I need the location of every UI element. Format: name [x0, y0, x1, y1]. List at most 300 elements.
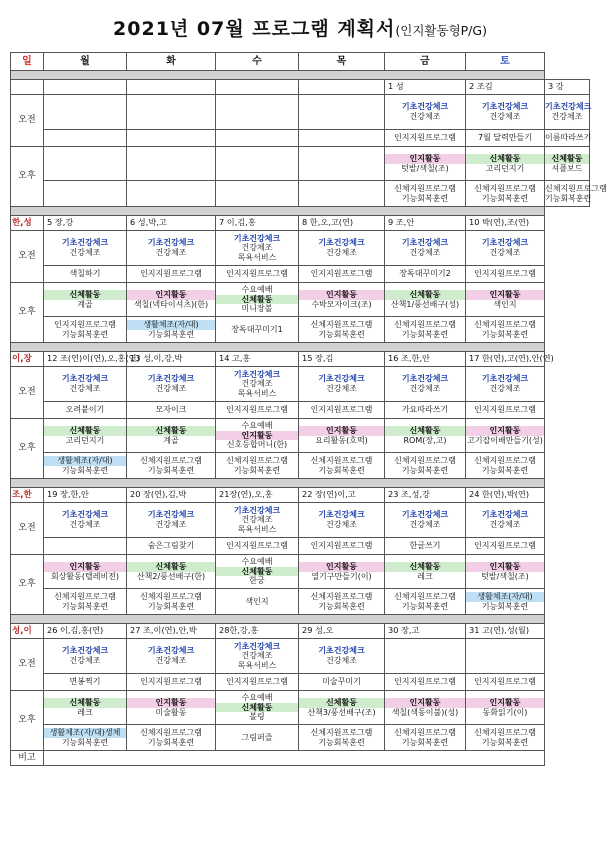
activity-text: 기초건강체크	[401, 238, 449, 248]
activity-text: 셔플보드	[551, 163, 583, 173]
activity-text: 인지활동	[466, 562, 544, 572]
page-subtitle: (인지활동형P/G)	[395, 23, 487, 38]
activity-cell	[299, 453, 385, 479]
activity-text: 건강체조	[489, 248, 521, 257]
activity-cell	[385, 419, 466, 453]
activity-text: 열기구만들기(이)	[311, 571, 372, 581]
activity-text: 기초건강체크	[147, 374, 195, 384]
activity-cell: 미술꾸미기	[299, 674, 385, 691]
activity-cell	[385, 147, 466, 181]
activity-text: 건강체조	[69, 656, 101, 665]
activity-text: 생활체조(자/대)	[44, 456, 126, 466]
activity-text: 건강체조	[155, 520, 187, 529]
week-separator	[11, 479, 545, 488]
activity-cell: 인지지원프로그램	[216, 674, 299, 691]
date-cell: 16 조,한,안	[385, 352, 466, 367]
activity-cell: 인지지원프로그램	[466, 402, 545, 419]
activity-cell: 오려붙이기	[44, 402, 127, 419]
activity-text: 색칠(넥타이셔츠)(한)	[133, 299, 209, 309]
activity-text: 인지활동	[385, 154, 465, 164]
activity-text: 인지활동	[127, 290, 215, 300]
activity-cell	[216, 555, 299, 589]
activity-text: 건강체조	[409, 112, 441, 121]
activity-cell: 면봉찍기	[44, 674, 127, 691]
row-label-pm: 오후	[11, 691, 44, 751]
activity-cell	[466, 555, 545, 589]
date-cell: 26 이,김,홍(연)	[44, 624, 127, 639]
row-label-pm: 오후	[11, 147, 44, 207]
activity-text: 신체지원프로그램	[394, 183, 456, 193]
date-cell: 30 장,고	[385, 624, 466, 639]
date-cell: 6 성,박,고	[127, 216, 216, 231]
activity-text: 생활체조(자/대)	[466, 592, 544, 602]
activity-cell	[385, 725, 466, 751]
date-cell: 15 장,김	[299, 352, 385, 367]
activity-cell	[127, 725, 216, 751]
activity-text: 볼링	[249, 712, 265, 722]
day-header: 일	[11, 53, 44, 71]
activity-cell	[299, 503, 385, 538]
activity-text: 목욕서비스	[237, 524, 277, 534]
activity-text: 건강체조	[69, 248, 101, 257]
activity-text: 기능회복훈련	[481, 329, 529, 339]
activity-text: 인지활동	[299, 426, 384, 436]
activity-cell	[216, 181, 299, 207]
activity-cell	[216, 317, 299, 343]
activity-cell	[385, 231, 466, 266]
activity-cell	[44, 147, 127, 181]
activity-text: 기능회복훈련	[401, 193, 449, 203]
row-label-am: 오전	[11, 95, 44, 147]
activity-text: 건강체조	[326, 656, 357, 665]
date-cell: 14 고,홍	[216, 352, 299, 367]
activity-text: 기초건강체크	[545, 102, 592, 112]
activity-text: 신체지원프로그램	[474, 455, 536, 465]
activity-cell	[385, 453, 466, 479]
activity-text: 기초건강체크	[401, 102, 449, 112]
row-label-note: 비고	[11, 751, 44, 766]
activity-text: 기능회복훈련	[401, 601, 449, 611]
date-cell: 20 장(연),김,박	[127, 488, 216, 503]
activity-cell	[44, 95, 127, 130]
activity-text: 신체활동	[385, 290, 465, 300]
activity-text: 기능회복훈련	[318, 329, 365, 339]
activity-text: 기초건강체크	[147, 238, 195, 248]
activity-cell	[44, 639, 127, 674]
activity-text: 수요예배	[241, 285, 273, 295]
activity-cell	[466, 367, 545, 402]
activity-text: 건강체조	[69, 384, 101, 393]
activity-cell	[127, 639, 216, 674]
activity-text: 고리던지기	[65, 435, 105, 445]
activity-cell: 인지지원프로그램	[466, 266, 545, 283]
activity-cell	[216, 691, 299, 725]
activity-cell	[299, 555, 385, 589]
activity-text: 건강체조	[489, 384, 521, 393]
date-cell: 3 강	[545, 80, 590, 95]
activity-text: 건강체조	[326, 384, 357, 393]
activity-text: 신체지원프로그램	[545, 183, 607, 193]
activity-text: 신체지원프로그램	[310, 455, 373, 465]
activity-cell	[385, 317, 466, 343]
activity-text: 건강체조	[409, 520, 441, 529]
activity-cell	[299, 639, 385, 674]
activity-text: 고리던지기	[485, 163, 525, 173]
activity-cell: 인지지원프로그램	[466, 674, 545, 691]
activity-cell	[44, 555, 127, 589]
activity-text: 건강체조	[409, 248, 441, 257]
activity-text: 수요예배	[241, 421, 273, 431]
activity-text: 신체활동	[216, 703, 298, 713]
activity-text: 기초건강체크	[233, 369, 281, 379]
activity-cell	[385, 367, 466, 402]
activity-cell	[385, 283, 466, 317]
activity-text: 인지활동	[299, 562, 384, 572]
activity-cell	[385, 181, 466, 207]
activity-cell: 인지지원프로그램	[299, 402, 385, 419]
activity-cell: 7월 달력만들기	[466, 130, 545, 147]
activity-cell	[466, 503, 545, 538]
week-separator	[11, 207, 545, 216]
week-separator	[11, 615, 545, 624]
activity-text: 수요예배	[241, 693, 273, 703]
activity-cell	[466, 453, 545, 479]
activity-text: 신체활동	[44, 290, 126, 300]
activity-text: 신체활동	[545, 154, 589, 164]
week-separator	[11, 71, 545, 80]
activity-text: 건강체조	[551, 112, 583, 121]
activity-cell	[299, 691, 385, 725]
activity-cell	[545, 95, 590, 130]
activity-text: 신체지원프로그램	[140, 727, 202, 737]
activity-text: 수박모자이크(조)	[311, 299, 372, 309]
activity-text: 기능회복훈련	[545, 193, 592, 203]
activity-cell	[127, 130, 216, 147]
activity-cell	[127, 503, 216, 538]
page-title: 2021년 07월 프로그램 계획서(인지활동형P/G)	[113, 18, 487, 40]
activity-text: 신체활동	[216, 295, 298, 305]
activity-cell	[216, 367, 299, 402]
activity-text: ROM(장,고)	[403, 435, 447, 445]
activity-text: 기초건강체크	[147, 646, 195, 656]
row-label-am: 오전	[11, 639, 44, 691]
activity-text: 건강체조	[155, 384, 187, 393]
date-cell: 1 성	[385, 80, 466, 95]
activity-text: 수요예배	[241, 557, 273, 567]
activity-text: 신체지원프로그램	[310, 591, 373, 601]
activity-cell	[299, 419, 385, 453]
activity-text: 인지활동	[299, 290, 384, 300]
activity-text: 미술활동	[155, 707, 187, 717]
activity-text: 건강체조	[155, 656, 187, 665]
activity-cell	[44, 283, 127, 317]
activity-text: 기능회복훈련	[401, 329, 449, 339]
date-cell: 21장(연),오,홍	[216, 488, 299, 503]
activity-text: 기능회복훈련	[318, 737, 365, 747]
activity-text: 기능회복훈련	[481, 601, 529, 611]
activity-cell	[466, 181, 545, 207]
activity-text: 인지활동	[216, 431, 298, 441]
date-cell: 9 조,안	[385, 216, 466, 231]
activity-cell	[127, 589, 216, 615]
activity-cell	[299, 317, 385, 343]
activity-text: 건강체조	[69, 520, 101, 529]
activity-cell	[299, 95, 385, 130]
activity-text: 동화읽기(이)	[482, 707, 528, 717]
activity-cell	[216, 639, 299, 674]
date-cell: 22 장(연)이,고	[299, 488, 385, 503]
activity-cell: 이름따라쓰기	[545, 130, 590, 147]
activity-text: 기능회복훈련	[481, 737, 529, 747]
activity-cell	[44, 317, 127, 343]
activity-cell	[299, 147, 385, 181]
activity-cell	[127, 147, 216, 181]
activity-text: 기초건강체크	[318, 238, 365, 248]
activity-text: 건강체조	[241, 379, 273, 389]
row-label-pm: 오후	[11, 555, 44, 615]
activity-text: 기능회복훈련	[481, 465, 529, 475]
activity-text: 기능회복훈련	[61, 329, 109, 339]
activity-cell	[385, 555, 466, 589]
activity-text: 산책1/풍선배구(성)	[390, 299, 460, 309]
activity-cell	[385, 639, 466, 674]
activity-text: 신체활동	[385, 426, 465, 436]
activity-cell	[127, 283, 216, 317]
activity-cell	[127, 555, 216, 589]
activity-text: 기초건강체크	[233, 233, 281, 243]
activity-text: 신체활동	[385, 562, 465, 572]
activity-text: 기능회복훈련	[147, 465, 195, 475]
activity-cell	[216, 231, 299, 266]
activity-text: 색칠(색동이불)(성)	[391, 707, 459, 717]
activity-cell	[216, 503, 299, 538]
activity-cell: 색칠하기	[44, 266, 127, 283]
date-cell	[44, 80, 127, 95]
date-cell: 28한,강,홍	[216, 624, 299, 639]
activity-text: 산책2/풍선배구(한)	[136, 571, 206, 581]
activity-text: 레크	[417, 571, 433, 581]
activity-cell: 모자이크	[127, 402, 216, 419]
activity-cell	[44, 231, 127, 266]
date-cell: 10 박(연),조(연)	[466, 216, 545, 231]
activity-text: 회상활동(텔레비전)	[50, 571, 120, 581]
activity-cell	[466, 691, 545, 725]
activity-text: 신체활동	[127, 426, 215, 436]
activity-text: 인지활동	[466, 290, 544, 300]
activity-text: 신체활동	[466, 154, 544, 164]
activity-cell	[299, 589, 385, 615]
activity-cell	[127, 691, 216, 725]
day-header: 토	[466, 53, 545, 71]
activity-cell: 인지지원프로그램	[216, 266, 299, 283]
activity-cell	[127, 95, 216, 130]
activity-text: 텃밭/색칠(조)	[481, 571, 529, 581]
activity-cell	[299, 130, 385, 147]
activity-text: 신체지원프로그램	[310, 319, 373, 329]
activity-text: 신체지원프로그램	[474, 319, 536, 329]
day-header: 화	[127, 53, 216, 71]
activity-cell	[466, 95, 545, 130]
activity-cell	[466, 231, 545, 266]
activity-cell	[44, 538, 127, 555]
activity-text: 신체지원프로그램	[394, 727, 456, 737]
activity-cell	[545, 181, 607, 207]
activity-text: 계골	[77, 299, 93, 309]
activity-text: 신체활동	[216, 567, 298, 577]
activity-text: 기능회복훈련	[147, 737, 195, 747]
date-cell: 7 이,김,홍	[216, 216, 299, 231]
activity-cell: 인지지원프로그램	[385, 674, 466, 691]
activity-text: 목욕서비스	[237, 252, 277, 262]
activity-cell: 인지지원프로그램	[127, 674, 216, 691]
activity-text: 건강체조	[241, 515, 273, 525]
activity-text: 건강체조	[155, 248, 187, 257]
activity-text: 기초건강체크	[318, 374, 365, 384]
activity-text: 기초건강체크	[318, 646, 365, 656]
activity-cell	[44, 503, 127, 538]
date-cell	[216, 80, 299, 95]
activity-cell: 인지지원프로그램	[299, 266, 385, 283]
program-calendar	[10, 52, 607, 766]
row-label-am: 오전	[11, 367, 44, 419]
activity-cell	[385, 95, 466, 130]
activity-cell	[127, 453, 216, 479]
activity-text: 인지지원프로그램	[54, 319, 116, 329]
activity-cell	[216, 283, 299, 317]
activity-cell	[466, 419, 545, 453]
activity-text: 건강체조	[241, 651, 273, 661]
row-label-pm: 오후	[11, 419, 44, 479]
activity-text: 텃밭/색칠(조)	[401, 163, 449, 173]
activity-cell	[466, 639, 545, 674]
activity-cell	[44, 691, 127, 725]
date-cell	[299, 80, 385, 95]
activity-text: 미니장볼	[241, 304, 273, 314]
day-header: 금	[385, 53, 466, 71]
activity-text: 기능회복훈련	[61, 465, 109, 475]
activity-text: 기초건강체크	[147, 510, 195, 520]
activity-text: 신체지원프로그램	[394, 591, 456, 601]
activity-cell	[127, 367, 216, 402]
activity-text: 인지활동	[466, 426, 544, 436]
activity-text: 기초건강체크	[401, 374, 449, 384]
staff-section-label: 이,장	[11, 352, 44, 367]
activity-text: 기능회복훈련	[147, 601, 195, 611]
activity-cell: 인지지원프로그램	[466, 538, 545, 555]
date-cell: 17 한(연),고(연),안(연)	[466, 352, 545, 367]
day-header: 목	[299, 53, 385, 71]
activity-text: 신체지원프로그램	[140, 591, 202, 601]
activity-text: 신체지원프로그램	[474, 183, 536, 193]
activity-text: 기능회복훈련	[318, 465, 365, 475]
activity-text: 신체지원프로그램	[140, 455, 202, 465]
activity-text: 기능회복훈련	[318, 601, 365, 611]
activity-cell	[299, 231, 385, 266]
activity-text: 기초건강체크	[233, 641, 281, 651]
activity-cell	[216, 419, 299, 453]
staff-section-label: 한,성	[11, 216, 44, 231]
activity-cell	[299, 367, 385, 402]
activity-cell: 인지지원프로그램	[385, 130, 466, 147]
activity-text: 기능회복훈련	[147, 329, 195, 339]
activity-text: 그림퍼즐	[241, 732, 273, 742]
activity-cell	[216, 147, 299, 181]
activity-cell	[216, 95, 299, 130]
activity-text: 장독대꾸미기1	[231, 324, 283, 334]
activity-text: 신체지원프로그램	[310, 727, 373, 737]
activity-text: 건강체조	[409, 384, 441, 393]
activity-cell: 인지지원프로그램	[299, 538, 385, 555]
activity-cell: 인지지원프로그램	[127, 266, 216, 283]
activity-text: 기능회복훈련	[61, 737, 109, 747]
activity-text: 한궁	[249, 576, 265, 586]
activity-text: 신체지원프로그램	[226, 455, 288, 465]
activity-cell	[127, 181, 216, 207]
activity-cell	[216, 453, 299, 479]
activity-cell	[216, 130, 299, 147]
date-cell: 5 장,강	[44, 216, 127, 231]
activity-text: 색인지	[245, 596, 269, 606]
activity-text: 신체활동	[299, 698, 384, 708]
date-cell	[127, 80, 216, 95]
activity-text: 기능회복훈련	[61, 601, 109, 611]
activity-text: 색인지	[493, 299, 517, 309]
staff-section-label	[11, 80, 44, 95]
date-cell: 23 조,성,강	[385, 488, 466, 503]
activity-cell	[216, 589, 299, 615]
date-cell: 8 한,오,고(연)	[299, 216, 385, 231]
activity-cell: 인지지원프로그램	[216, 402, 299, 419]
activity-text: 기초건강체크	[401, 510, 449, 520]
activity-text: 신체활동	[44, 698, 126, 708]
date-cell: 12 조(연)이(연),오,홍(연)	[44, 352, 127, 367]
activity-text: 기초건강체크	[481, 510, 529, 520]
week-separator	[11, 343, 545, 352]
activity-text: 신체지원프로그램	[474, 727, 536, 737]
activity-cell	[127, 231, 216, 266]
activity-text: 신체지원프로그램	[394, 455, 456, 465]
activity-text: 인지활동	[385, 698, 465, 708]
activity-cell: 한글쓰기	[385, 538, 466, 555]
activity-text: 신체지원프로그램	[394, 319, 456, 329]
day-header: 월	[44, 53, 127, 71]
activity-text: 신체지원프로그램	[54, 591, 116, 601]
activity-text: 레크	[77, 707, 93, 717]
activity-text: 기초건강체크	[318, 510, 365, 520]
activity-text: 기능회복훈련	[233, 465, 281, 475]
activity-text: 건강체조	[489, 520, 521, 529]
activity-cell	[466, 283, 545, 317]
activity-text: 건강체조	[489, 112, 521, 121]
row-label-pm: 오후	[11, 283, 44, 343]
activity-cell	[299, 283, 385, 317]
activity-text: 기초건강체크	[481, 102, 529, 112]
activity-text: 고기잡이배만들기(성)	[467, 435, 543, 445]
activity-text: 기초건강체크	[61, 374, 109, 384]
activity-text: 기초건강체크	[61, 510, 109, 520]
activity-cell: 숨은그림찾기	[127, 538, 216, 555]
date-cell: 27 조,이(연),안,박	[127, 624, 216, 639]
activity-cell	[127, 419, 216, 453]
activity-text: 목욕서비스	[237, 388, 277, 398]
activity-cell	[466, 147, 545, 181]
activity-text: 기능회복훈련	[401, 737, 449, 747]
activity-cell	[545, 147, 590, 181]
activity-text: 산책3/풍선배구(조)	[307, 707, 376, 717]
activity-cell	[385, 589, 466, 615]
activity-cell	[466, 725, 545, 751]
activity-text: 계골	[163, 435, 179, 445]
